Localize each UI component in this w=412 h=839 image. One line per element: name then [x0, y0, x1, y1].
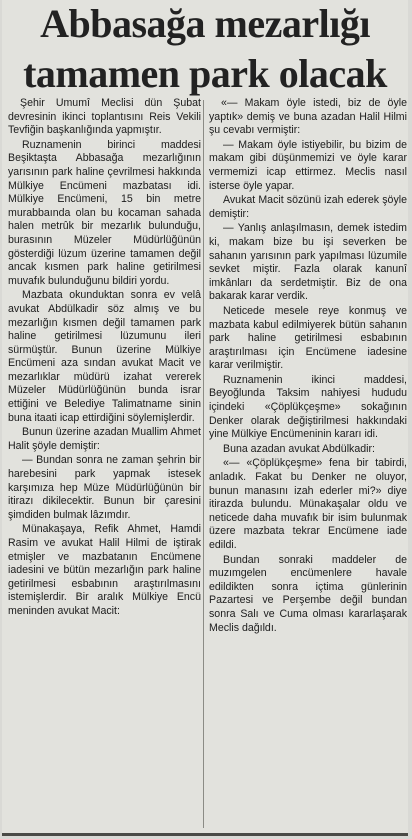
paragraph: Mazbata okunduktan sonra ev velâ avukat Abdülkadir söz almış ve bu mezarlığın kısmen değil tamamen park haline getirilmesi lüzumunu ileri sürmüştür. Bunun üzerine Mülkiye Encümeni aza sından avukat Macit ve mezarlıklar müdürü izahat vererek Müzeler Müdürlüğünün bunda israr ettiğini ve Belediye Talimatname sinin buna itaati icap ettirdiğini söylemişlerdir. — [8, 289, 201, 424]
headline-line-1: Abbasağa mezarlığı — [40, 1, 370, 46]
paragraph: Şehir Umumî Meclisi dün Şubat devresinin ikinci toplantısını Reis Vekili Tevfiğin başkanlığında yapmıştır. — [8, 97, 201, 137]
paragraph: Bundan sonraki maddeler de muzımgelen encümenlere havale edildikten sonra içtima günlerinin Pazartesi ve Perşembe değil bundan sonra Salı ve Cuma olması kararlaşarak Meclis dağıldı. — [209, 553, 407, 634]
paragraph: Ruznamenin ikinci maddesi, Beyoğlunda Taksim nahiyesi hududu içindeki «Çöplükçeşme» sokağının Denker olarak değiştirilmesi hakkındaki yine Mülkiye Encümeninin kararı idi. — [209, 373, 407, 441]
clipping-bottom-edge — [2, 833, 408, 836]
paragraph: Bunun üzerine azadan Muallim Ahmet Halit şöyle demiştir: — [8, 426, 201, 452]
article-column-left — [8, 97, 201, 620]
paragraph: — Yanlış anlaşılmasın, demek istedim ki, makam bize bu işi severken be sahanın yarısının park yapılması lüzumile sevket miştir. Fazla olarak kanunî imkânları da serdetmiştir. Biz de ona bakarak karar verdik. — [209, 222, 407, 303]
paragraph: «— Makam öyle istedi, biz de öyle yaptık» demiş ve buna azadan Halil Hilmi şu cevabı vermiştir: — [209, 97, 407, 137]
paragraph: — Makam öyle istiyebilir, bu bizim de makam gibi düşünmemizi ve öyle karar vermemizi icap ettirmez. Meclis nasıl isterse öyle yapar. — [209, 138, 407, 192]
headline-line-2: tamamen park olacak — [23, 51, 387, 96]
column-divider — [203, 100, 204, 828]
paragraph: Buna azadan avukat Abdülkadir: — [223, 442, 375, 455]
paragraph: Avukat Macit sözünü izah ederek şöyle demiştir: — [209, 194, 407, 220]
paragraph: — Bundan sonra ne zaman şehrin bir harebesini park yapmak istesek karşımıza hep Müze Müdürlüğünün bir itirazı dikilecektir. Bunun bir çaresini şimdiden bulmak lâzımdır. — [8, 454, 201, 521]
paragraph: Ruznamenin birinci maddesi Beşiktaşta Abbasağa mezarlığının yarısının park haline çevrilmesi hakkında Mülkiye Encümeni mazbatası idi. Mülkiye Encümeni, 15 bin metre murabbaında olan bu kocaman sahada halen metrûk bir mezarlık bulunduğu, burasının Müzeler Müdürlüğünün gösterdiği lüzum üzerine tamamen değil ancak kısmen park haline getirilmesi muvafık bulunduğunu bildiri yordu. — [8, 138, 201, 287]
paragraph: Neticede mesele reye konmuş ve mazbata kabul edilmiyerek bütün sahanın park haline getirilmesi esbabının araştırılması için Encümene iadesine karar verilmiştir. — [209, 304, 407, 372]
paragraph: «— «Çöplükçeşme» fena bir tabirdi, anladık. Fakat bu Denker ne oluyor, bunun manasını izah ederler mi?» diye itirazda bulundu. Münakaşalar oldu ve neticede daha muvafık bir isim bulunmak üzere mazbata tekrar Encümene iade edildi. — [209, 457, 407, 551]
newspaper-clipping — [2, 0, 408, 836]
article-column-right — [209, 97, 407, 636]
paragraph: Münakaşaya, Refik Ahmet, Hamdi Rasim ve avukat Halil Hilmi de iştirak etmişler ve mazbatanın Encümene iadesini ve bütün mezarlığın park haline getirilmesi esbabının araştırılmasını istemişlerdir. Bir aralık Mülkiye Encü meninden avukat Macit: — [8, 523, 201, 617]
